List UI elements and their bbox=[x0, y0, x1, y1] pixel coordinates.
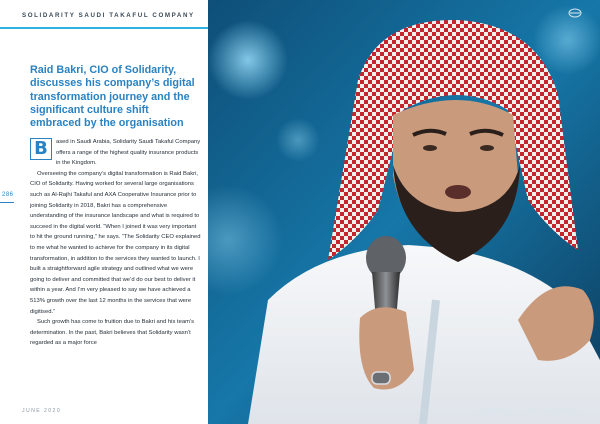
footer-right: INSURANCE • DIGITALISATION bbox=[475, 408, 582, 414]
paragraph-1-text: ased in Saudi Arabia, Solidarity Saudi Takaful Company offers a range of the highest quality insurance products in the Kingdom. bbox=[56, 139, 201, 167]
header-rule bbox=[0, 27, 208, 29]
page-number: 286 bbox=[2, 192, 14, 198]
drop-cap: B bbox=[30, 138, 52, 160]
paragraph-3: Such growth has come to fruition due to Bakri and his team’s determination. In the past, Bakri believes that Solidarity wasn’t regarded as a major force bbox=[30, 319, 195, 347]
eye bbox=[423, 145, 437, 151]
paragraph-1 bbox=[30, 137, 202, 169]
bokeh-light bbox=[276, 118, 320, 162]
company-header: SOLIDARITY SAUDI TAKAFUL COMPANY bbox=[22, 12, 195, 19]
photo-illustration bbox=[208, 0, 600, 424]
eye bbox=[480, 145, 494, 151]
mouth bbox=[445, 185, 471, 199]
text-column bbox=[0, 0, 208, 424]
speaker-photo bbox=[208, 0, 600, 424]
article-title: Raid Bakri, CIO of Solidarity, discusses his company’s digital transformation journey and the significant culture shift embraced by the organisation bbox=[30, 64, 195, 130]
article-body bbox=[30, 137, 202, 349]
bokeh-light bbox=[208, 20, 288, 100]
ring bbox=[372, 372, 390, 384]
paragraph-2: Overseeing the company’s digital transformation is Raid Bakri, CIO of Solidarity. Having worked for several large organisations such as Al-Rajhi Takaful and AXA Cooperative Insurance prior to joining Solidarity in 2018, Bakri has a comprehensive understanding of the insurance landscape and what is required to succeed in the digital world. “When I joined it was very important to hit the ground running,” he says. “The Solidarity CEO explained to me what he wanted to achieve for the company in its digital transformation, in addition to the services they wanted to launch. I built a straightforward agile strategy and outlined what we were going to deliver and committed that we’d do our best to deliver it within a year. And I’m very pleased to say we have achieved a 513% growth over the last 12 months in the services that were digitised.” bbox=[30, 170, 201, 315]
publication-logo-icon bbox=[568, 8, 582, 18]
footer-date: JUNE 2020 bbox=[22, 408, 62, 414]
page-number-rule bbox=[0, 202, 14, 203]
